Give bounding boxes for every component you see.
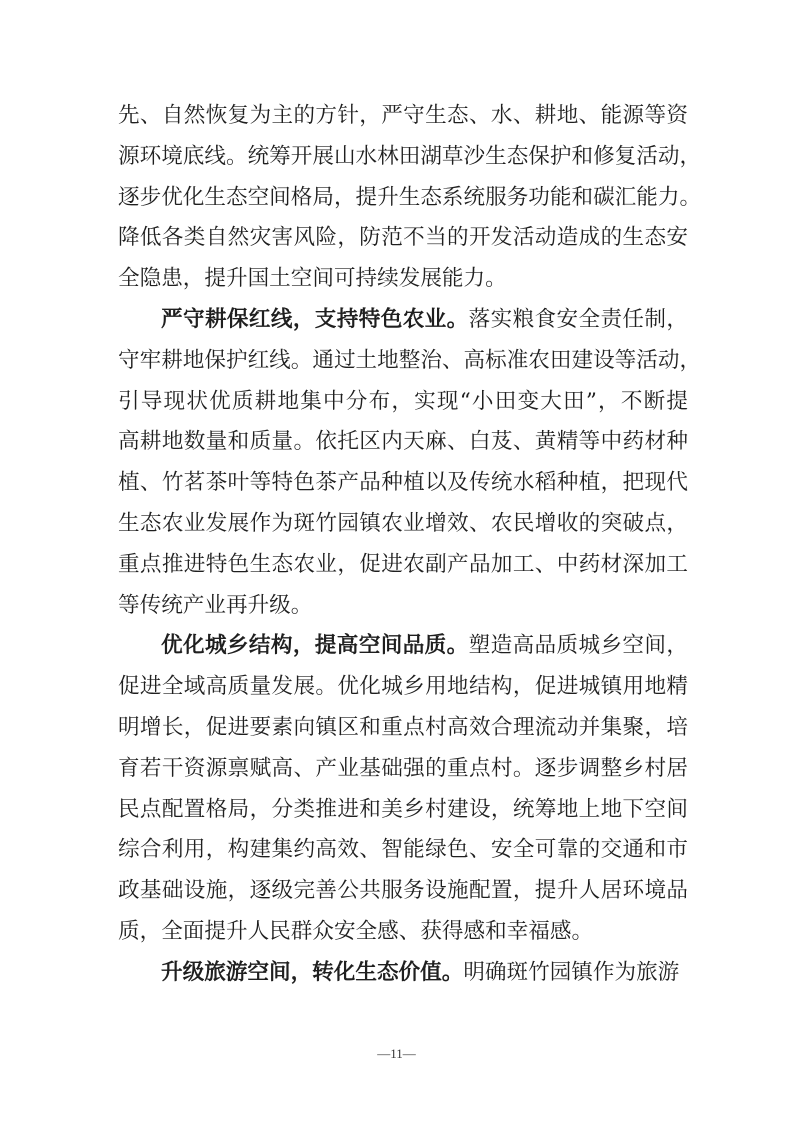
text-run: 塑造高品质城乡空间， — [468, 633, 688, 659]
paragraph-first-line — [118, 953, 688, 994]
paragraph-heading: 优化城乡结构，提高空间品质。 — [161, 633, 469, 659]
text-line: 降低各类自然灾害风险，防范不当的开发活动造成的生态安 — [118, 225, 688, 251]
text-line: 质，全面提升人民群众安全感、获得感和幸福感。 — [118, 918, 594, 944]
text-line: 明增长，促进要素向镇区和重点村高效合理流动并集聚，培 — [118, 714, 688, 740]
text-line: 民点配置格局，分类推进和美乡村建设，统筹地上地下空间 — [118, 796, 688, 822]
text-line: 促进全域高质量发展。优化城乡用地结构，促进城镇用地精 — [118, 674, 688, 700]
paragraph-heading: 严守耕保红线，支持特色农业。 — [161, 306, 469, 332]
page-number: —11— — [377, 1046, 416, 1061]
text-line: 生态农业发展作为斑竹园镇农业增效、农民增收的突破点， — [118, 510, 688, 536]
text-line: 政基础设施，逐级完善公共服务设施配置，提升人居环境品 — [118, 878, 688, 904]
text-line: 等传统产业再升级。 — [118, 592, 313, 618]
text-line: 逐步优化生态空间格局，提升生态系统服务功能和碳汇能力。 — [118, 184, 702, 210]
text-line: 先、自然恢复为主的方针，严守生态、水、耕地、能源等资 — [118, 103, 688, 128]
text-line: 育若干资源禀赋高、产业基础强的重点村。逐步调整乡村居 — [118, 755, 688, 781]
text-line: 源环境底线。统筹开展山水林田湖草沙生态保护和修复活动， — [118, 143, 702, 169]
text-line: 植、竹茗茶叶等特色茶产品种植以及传统水稻种植，把现代 — [118, 470, 688, 496]
text-line: 重点推进特色生态农业，促进农副产品加工、中药材深加工 — [118, 551, 688, 577]
text-line: 引导现状优质耕地集中分布，实现“小田变大田”，不断提 — [118, 388, 688, 414]
text-run: 落实粮食安全责任制， — [468, 306, 688, 332]
text-line: 综合利用，构建集约高效、智能绿色、安全可靠的交通和市 — [118, 837, 688, 863]
text-run: 明确斑竹园镇作为旅游 — [463, 959, 680, 985]
text-line: 守牢耕地保护红线。通过土地整治、高标准农田建设等活动， — [118, 347, 702, 373]
paragraph-first-line — [118, 626, 688, 667]
paragraph-first-line — [118, 300, 688, 341]
text-line: 全隐患，提升国土空间可持续发展能力。 — [118, 266, 507, 292]
paragraph-heading: 升级旅游空间，转化生态价值。 — [161, 959, 464, 985]
text-line: 高耕地数量和质量。依托区内天麻、白芨、黄精等中药材种 — [118, 429, 688, 455]
body-text — [118, 96, 702, 994]
